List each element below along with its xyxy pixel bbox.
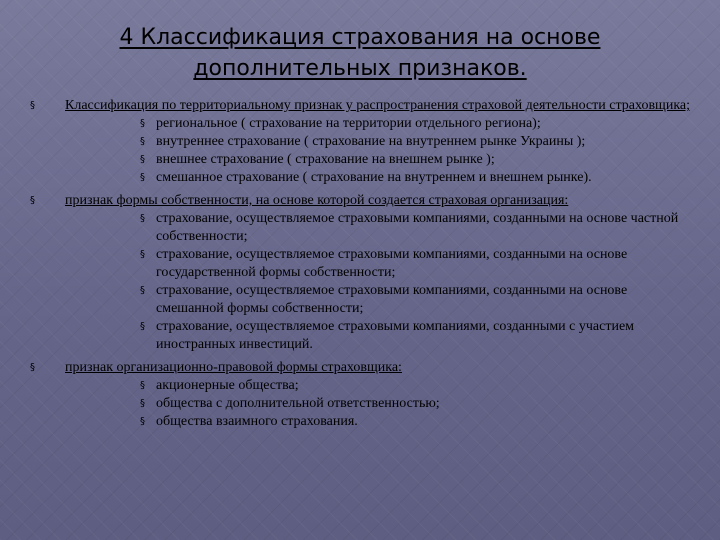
criterion-legal-form — [30, 359, 692, 377]
bullet-icon: § — [140, 380, 145, 391]
list-item-text: общества взаимного страхования. — [156, 414, 358, 429]
bullet-icon: § — [140, 213, 145, 224]
list-item — [30, 413, 692, 431]
list-item-text: внешнее страхование ( страхование на внешнем рынке ); — [156, 152, 495, 167]
bullet-icon: § — [140, 249, 145, 260]
list-item — [30, 210, 692, 246]
bullet-icon: § — [30, 362, 35, 373]
list-item-text: смешанное страхование ( страхование на внутреннем и внешнем рынке). — [156, 170, 592, 185]
list-item — [30, 246, 692, 282]
list-item — [30, 151, 692, 169]
list-item-text: региональное ( страхование на территории отдельного региона); — [156, 116, 541, 131]
slide-title — [40, 22, 680, 84]
bullet-icon: § — [140, 154, 145, 165]
bullet-list — [30, 97, 692, 431]
list-item — [30, 377, 692, 395]
bullet-icon: § — [140, 416, 145, 427]
criterion-ownership — [30, 192, 692, 210]
bullet-icon: § — [30, 100, 35, 111]
list-item — [30, 133, 692, 151]
criterion-label: Классификация по территориальному признак у распространения страховой деятельности страховщика; — [65, 98, 691, 113]
list-item-text: страхование, осуществляемое страховыми компаниями, созданными на основе частной собственности; — [156, 211, 679, 244]
criterion-label: признак организационно-правовой формы страховщика: — [65, 360, 402, 375]
title-line-2: дополнительных признаков. — [193, 56, 527, 81]
list-item-text: страхование, осуществляемое страховыми компаниями, созданными на основе смешанной формы собственности; — [156, 283, 628, 316]
list-item-text: акционерные общества; — [156, 378, 299, 393]
bullet-icon: § — [140, 136, 145, 147]
list-item — [30, 395, 692, 413]
list-item-text: страхование, осуществляемое страховыми компаниями, созданными с участием иностранных инвестиций. — [156, 319, 635, 352]
bullet-icon: § — [140, 321, 145, 332]
bullet-icon: § — [140, 118, 145, 129]
list-item-text: общества с дополнительной ответственностью; — [156, 396, 440, 411]
list-item-text: внутреннее страхование ( страхование на внутреннем рынке Украины ); — [156, 134, 586, 149]
list-item-text: страхование, осуществляемое страховыми компаниями, созданными на основе государственной формы собственности; — [156, 247, 628, 280]
bullet-icon: § — [140, 398, 145, 409]
criterion-label: признак формы собственности, на основе которой создается страховая организация: — [65, 193, 569, 208]
list-item — [30, 318, 692, 354]
list-item — [30, 115, 692, 133]
bullet-icon: § — [30, 195, 35, 206]
bullet-icon: § — [140, 285, 145, 296]
criterion-territorial — [30, 97, 692, 115]
title-line-1: 4 Классификация страхования на основе — [119, 25, 601, 50]
bullet-icon: § — [140, 172, 145, 183]
list-item — [30, 282, 692, 318]
list-item — [30, 169, 692, 187]
